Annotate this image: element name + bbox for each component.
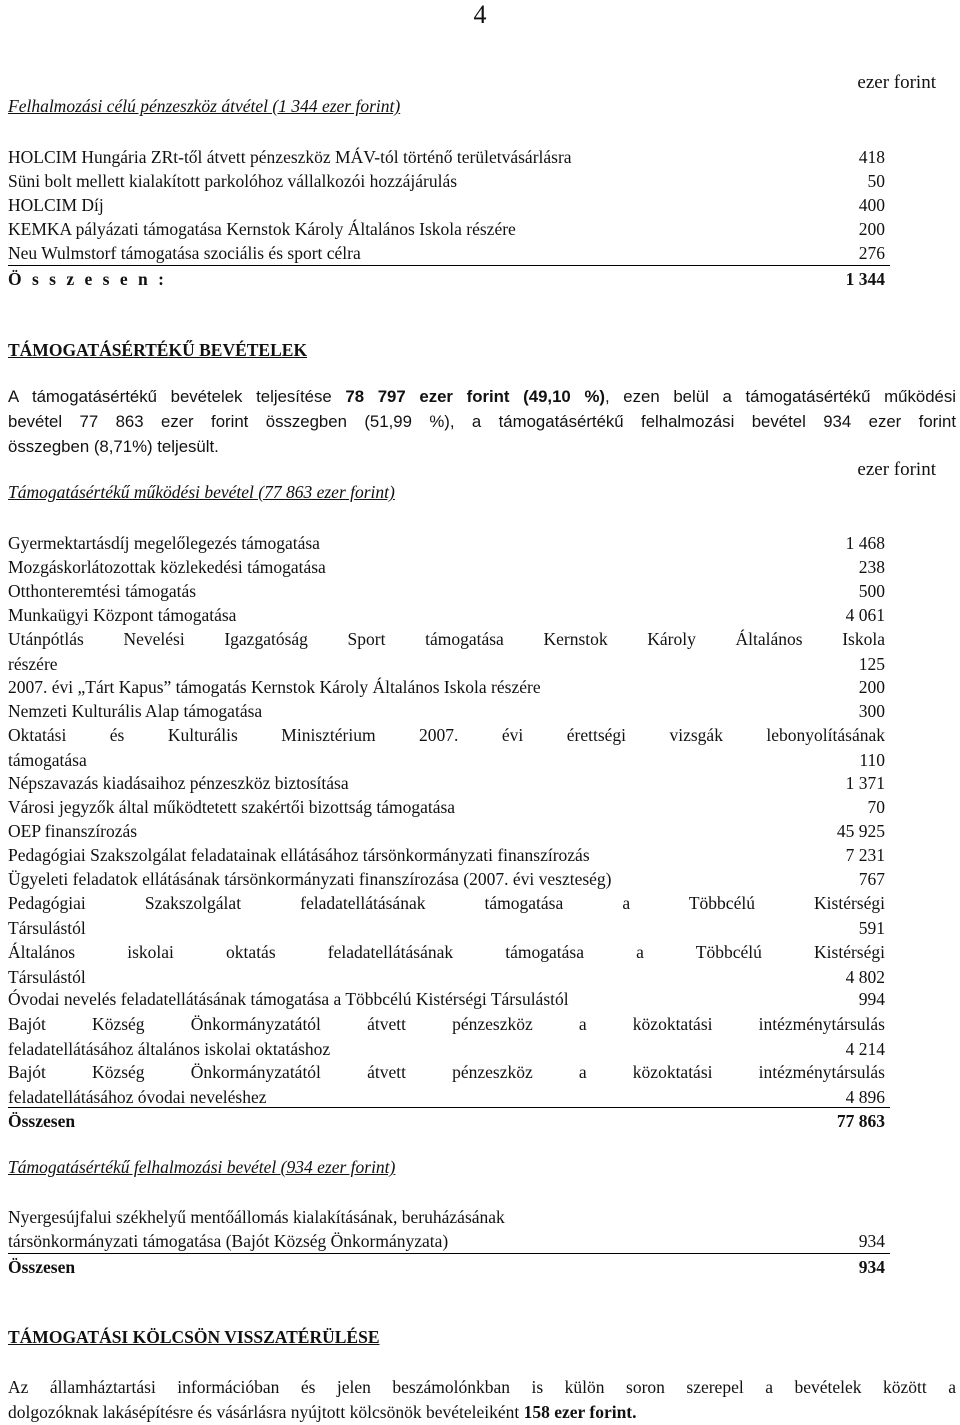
row-value: 4 802 [845, 966, 885, 987]
total-value: 1 344 [845, 269, 885, 289]
row-value: 1 371 [845, 773, 885, 793]
table-row [8, 170, 885, 193]
table-row [8, 868, 885, 891]
total-label: Összesen [8, 1111, 76, 1131]
row-value: 1 468 [845, 533, 885, 553]
section-heading: TÁMOGATÁSI KÖLCSÖN VISSZATÉRÜLÉSE [8, 1327, 380, 1347]
text: A támogatásértékű bevételek teljesítése [8, 387, 346, 406]
table-row [8, 146, 885, 169]
highlight: 78 797 ezer forint (49,10 %) [345, 387, 605, 406]
paragraph-line: bevétel 77 863 ezer forint összegben (51,99 %), a támogatásértékű felhalmozási bevétel 934 ezer forint [8, 412, 956, 431]
row-value: 276 [858, 243, 885, 263]
row-label: Általános iskolai oktatás feladatellátásának támogatása a Többcélú Kistérségi [8, 942, 885, 962]
unit-label: ezer forint [857, 459, 936, 480]
row-label: Népszavazás kiadásaihoz pénzeszköz biztosítása [8, 773, 349, 793]
paragraph-line: Az államháztartási információban és jelen beszámolónkban is külön soron szerepel a bevételek között a [8, 1377, 956, 1397]
row-value: 994 [858, 989, 885, 1009]
table-row [8, 218, 885, 241]
row-label: Gyermektartásdíj megelőlegezés támogatása [8, 533, 320, 553]
table-row [8, 988, 885, 1011]
total-row [8, 1110, 885, 1133]
text: dolgozóknak lakásépítésre és vásárlásra nyújtott kölcsönök bevételeiként [8, 1402, 524, 1422]
divider [8, 1107, 890, 1108]
row-label: Mozgáskorlátozottak közlekedési támogatása [8, 557, 326, 577]
row-value: 200 [858, 219, 885, 239]
table-row [8, 532, 885, 555]
table-row [8, 242, 885, 265]
row-label: Utánpótlás Nevelési Igazgatóság Sport támogatása Kernstok Károly Általános Iskola [8, 629, 885, 649]
table-row [8, 627, 885, 676]
row-label: Városi jegyzők által működtetett szakértői bizottság támogatása [8, 797, 456, 817]
table-row [8, 556, 885, 579]
row-label: Társulástól [8, 966, 86, 987]
paragraph-line [8, 1400, 956, 1425]
divider [8, 1253, 890, 1254]
row-value: 4 061 [845, 605, 885, 625]
table-row [8, 1060, 885, 1109]
row-label: Nemzeti Kulturális Alap támogatása [8, 701, 263, 721]
row-value: 7 231 [845, 845, 885, 865]
row-label: feladatellátásához óvodai neveléshez [8, 1086, 267, 1107]
table-row [8, 676, 885, 699]
table-row [8, 891, 885, 940]
section-title-felhalmozasi: Felhalmozási célú pénzeszköz átvétel (1 344 ezer forint) [8, 96, 401, 116]
table-row [8, 772, 885, 795]
row-label: Munkaügyi Központ támogatása [8, 605, 237, 625]
paragraph-line [8, 384, 956, 409]
row-label: feladatellátásához általános iskolai oktatáshoz [8, 1038, 331, 1059]
row-value: 110 [859, 749, 885, 770]
table-row [8, 844, 885, 867]
row-label: részére [8, 653, 58, 674]
row-label: Bajót Község Önkormányzatától átvett pénzeszköz a közoktatási intézménytársulás [8, 1014, 885, 1034]
row-label: Süni bolt mellett kialakított parkolóhoz vállalkozói hozzájárulás [8, 171, 458, 191]
row-value: 400 [858, 195, 885, 215]
table-row-line [8, 1206, 885, 1229]
row-value: 70 [867, 797, 885, 817]
table-row [8, 796, 885, 819]
total-value: 77 863 [836, 1111, 885, 1131]
divider [8, 265, 890, 266]
row-label: HOLCIM Díj [8, 195, 104, 215]
table-row [8, 1230, 885, 1253]
row-value: 418 [858, 147, 885, 167]
row-label: Ügyeleti feladatok ellátásának társönkormányzati finanszírozása (2007. évi veszteség) [8, 869, 612, 889]
unit-label: ezer forint [857, 72, 936, 93]
highlight: 158 ezer forint. [523, 1402, 637, 1422]
total-label: Ö s s z e s e n : [8, 269, 167, 289]
page-number: 4 [473, 0, 487, 29]
row-value: 125 [858, 653, 885, 674]
row-label: HOLCIM Hungária ZRt-től átvett pénzeszköz MÁV-tól történő területvásárlásra [8, 147, 572, 167]
table-row [8, 700, 885, 723]
row-label: KEMKA pályázati támogatása Kernstok Károly Általános Iskola részére [8, 219, 516, 239]
row-label: támogatása [8, 749, 87, 770]
row-label: Oktatási és Kulturális Minisztérium 2007. évi érettségi vizsgák lebonyolításának [8, 725, 885, 745]
section-subtitle-felhalmozasi: Támogatásértékű felhalmozási bevétel (934 ezer forint) [8, 1157, 396, 1177]
section-heading: TÁMOGATÁSÉRTÉKŰ BEVÉTELEK [8, 340, 308, 360]
total-label: Összesen [8, 1257, 76, 1277]
row-label: Nyergesújfalui székhelyű mentőállomás kialakításának, beruházásának [8, 1207, 505, 1227]
table-row [8, 604, 885, 627]
row-value: 238 [858, 557, 885, 577]
row-value: 934 [858, 1231, 885, 1251]
table-row [8, 194, 885, 217]
row-label: Társulástól [8, 917, 86, 938]
row-label: Óvodai nevelés feladatellátásának támogatása a Többcélú Kistérségi Társulástól [8, 989, 569, 1009]
row-label: Pedagógiai Szakszolgálat feladatellátásának támogatása a Többcélú Kistérségi [8, 893, 885, 913]
paragraph-line: összegben (8,71%) teljesült. [8, 437, 219, 456]
table-row [8, 1012, 885, 1061]
row-value: 50 [867, 171, 885, 191]
row-value: 45 925 [836, 821, 885, 841]
text: , ezen belül a támogatásértékű működési [604, 387, 956, 406]
total-value: 934 [858, 1257, 885, 1277]
row-label: társönkormányzati támogatása (Bajót Község Önkormányzata) [8, 1231, 449, 1251]
row-label: Bajót Község Önkormányzatától átvett pénzeszköz a közoktatási intézménytársulás [8, 1062, 885, 1082]
row-value: 500 [858, 581, 885, 601]
row-value: 767 [858, 869, 885, 889]
row-value: 4 214 [845, 1038, 885, 1059]
section-subtitle-mukodesi: Támogatásértékű működési bevétel (77 863 ezer forint) [8, 482, 395, 502]
table-row [8, 940, 885, 989]
row-value: 591 [858, 917, 885, 938]
table-row [8, 820, 885, 843]
table-row [8, 580, 885, 603]
table-row [8, 723, 885, 772]
row-label: 2007. évi „Tárt Kapus” támogatás Kernstok Károly Általános Iskola részére [8, 677, 541, 697]
row-value: 300 [858, 701, 885, 721]
total-row [8, 268, 885, 291]
row-label: Pedagógiai Szakszolgálat feladatainak ellátásához társönkormányzati finanszírozás [8, 845, 590, 865]
row-value: 4 896 [845, 1086, 885, 1107]
intro-paragraph [8, 384, 956, 459]
row-label: OEP finanszírozás [8, 821, 138, 841]
total-row [8, 1256, 885, 1279]
row-value: 200 [858, 677, 885, 697]
closing-paragraph [8, 1375, 956, 1425]
row-label: Otthonteremtési támogatás [8, 581, 197, 601]
row-label: Neu Wulmstorf támogatása szociális és sport célra [8, 243, 361, 263]
